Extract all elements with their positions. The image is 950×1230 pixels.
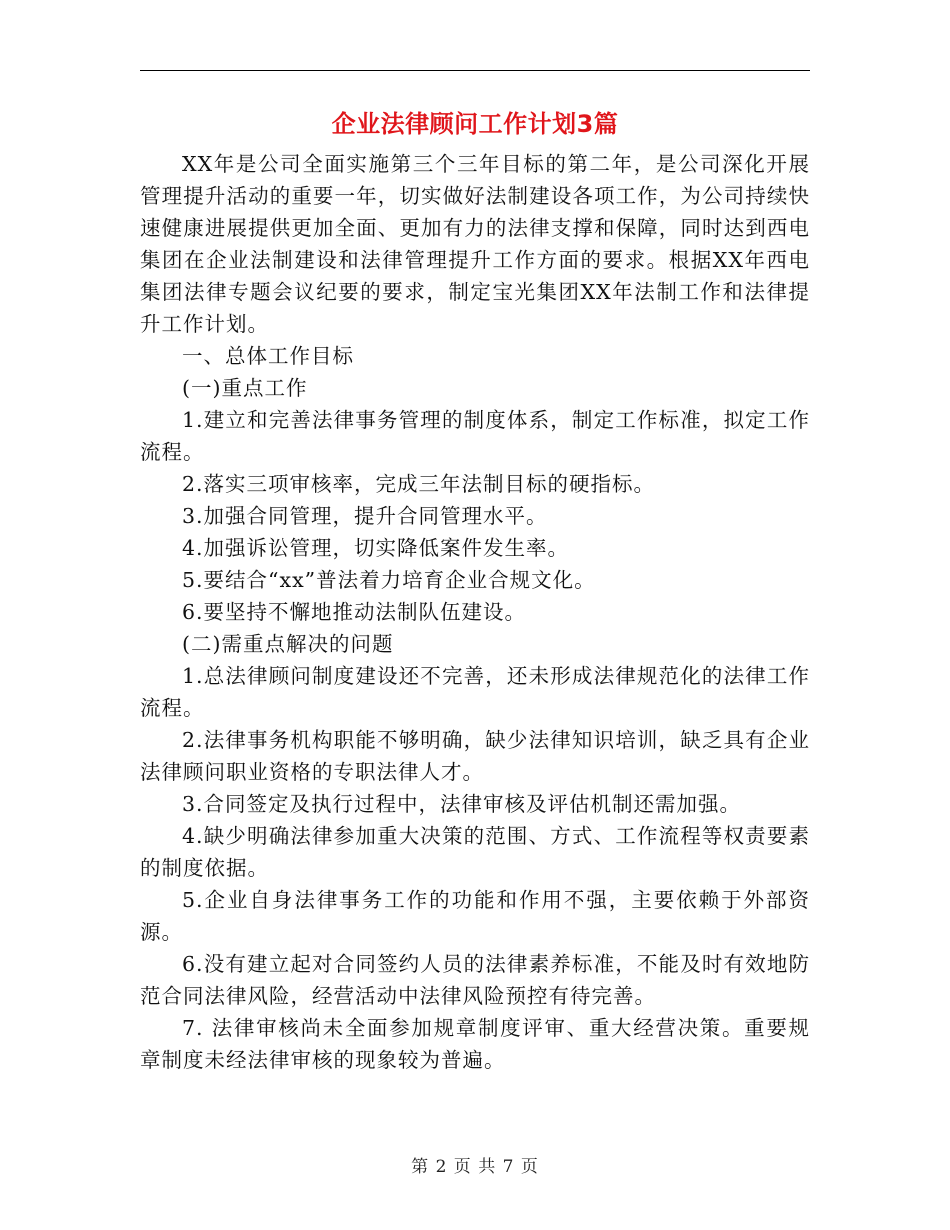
list-item: 3.加强合同管理，提升合同管理水平。 xyxy=(182,504,548,528)
list-item: 6.要坚持不懈地推动法制队伍建设。 xyxy=(182,600,527,624)
document-body xyxy=(140,148,810,1076)
list-item: 5.要结合“xx”普法着力培育企业合规文化。 xyxy=(182,568,596,592)
document-title: 企业法律顾问工作计划3篇 xyxy=(331,110,619,138)
list-item: 1.总法律顾问制度建设还不完善，还未形成法律规范化的法律工作流程。 xyxy=(140,664,810,720)
list-item: 1.建立和完善法律事务管理的制度体系，制定工作标准，拟定工作流程。 xyxy=(140,408,810,464)
header-rule xyxy=(140,70,810,71)
list-item: 2.落实三项审核率，完成三年法制目标的硬指标。 xyxy=(182,472,656,496)
subsection-heading: (二)需重点解决的问题 xyxy=(182,632,394,656)
list-item: 3.合同签定及执行过程中，法律审核及评估机制还需加强。 xyxy=(182,792,742,816)
list-item: 2.法律事务机构职能不够明确，缺少法律知识培训，缺乏具有企业法律顾问职业资格的专职法律人才。 xyxy=(140,728,810,784)
paragraph: XX年是公司全面实施第三个三年目标的第二年，是公司深化开展管理提升活动的重要一年，切实做好法制建设各项工作，为公司持续快速健康进展提供更加全面、更加有力的法律支撑和保障，同时达到西电集团在企业法制建设和法律管理提升工作方面的要求。根据XX年西电集团法律专题会议纪要的要求，制定宝光集团XX年法制工作和法律提升工作计划。 xyxy=(140,152,810,336)
list-item: 5.企业自身法律事务工作的功能和作用不强，主要依赖于外部资源。 xyxy=(140,888,810,944)
section-heading: 一、总体工作目标 xyxy=(182,344,354,368)
list-item: 4.缺少明确法律参加重大决策的范围、方式、工作流程等权责要素的制度依据。 xyxy=(140,824,810,880)
page-footer: 第 2 页 共 7 页 xyxy=(411,1157,539,1177)
subsection-heading: (一)重点工作 xyxy=(182,376,308,400)
list-item: 6.没有建立起对合同签约人员的法律素养标准，不能及时有效地防范合同法律风险，经营活动中法律风险预控有待完善。 xyxy=(140,952,810,1008)
list-item: 4.加强诉讼管理，切实降低案件发生率。 xyxy=(182,536,570,560)
list-item: 7. 法律审核尚未全面参加规章制度评审、重大经营决策。重要规章制度未经法律审核的现象较为普遍。 xyxy=(140,1016,810,1072)
